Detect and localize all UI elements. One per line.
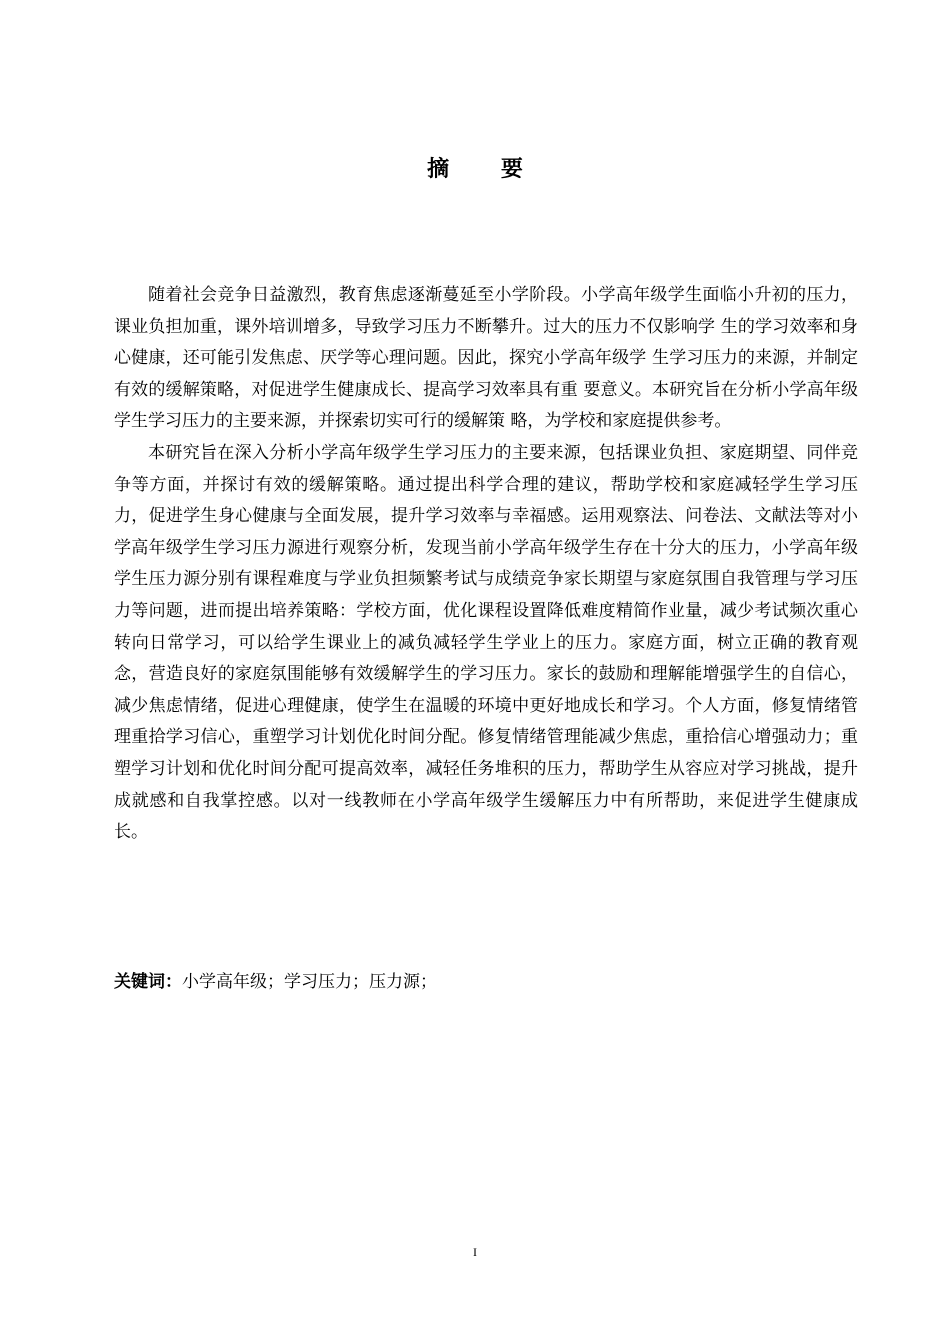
abstract-title: 摘 要 bbox=[427, 157, 545, 182]
keywords-label: 关键词： bbox=[114, 972, 182, 992]
abstract-body bbox=[114, 280, 858, 849]
abstract-paragraph-2: 本研究旨在深入分析小学高年级学生学习压力的主要来源，包括课业负担、家庭期望、同伴竞争等方面，并探讨有效的缓解策略。通过提出科学合理的建议，帮助学校和家庭减轻学生学习压力，促进学生身心健康与全面发展，提升学习效率与幸福感。运用观察法、问卷法、文献法等对小学高年级学生学习压力源进行观察分析，发现当前小学高年级学生存在十分大的压力，小学高年级学生压力源分别有课程难度与学业负担频繁考试与成绩竞争家长期望与家庭氛围自我管理与学习压力等问题，进而提出培养策略：学校方面，优化课程设置降低难度精简作业量，减少考试频次重心转向日常学习，可以给学生课业上的减负减轻学生学业上的压力。家庭方面，树立正确的教育观念，营造良好的家庭氛围能够有效缓解学生的学习压力。家长的鼓励和理解能增强学生的自信心，减少焦虑情绪，促进心理健康，使学生在温暖的环境中更好地成长和学习。个人方面，修复情绪管理重拾学习信心，重塑学习计划优化时间分配。修复情绪管理能减少焦虑，重拾信心增强动力；重塑学习计划和优化时间分配可提高效率，减轻任务堆积的压力，帮助学生从容应对学习挑战，提升成就感和自我掌控感。以对一线教师在小学高年级学生缓解压力中有所帮助，来促进学生健康成长。 bbox=[114, 442, 858, 843]
page-number: I bbox=[473, 1245, 477, 1259]
keywords-text: 小学高年级；学习压力；压力源； bbox=[182, 972, 437, 992]
keywords-line bbox=[114, 967, 858, 998]
abstract-paragraph-1: 随着社会竞争日益激烈，教育焦虑逐渐蔓延至小学阶段。小学高年级学生面临小升初的压力，课业负担加重，课外培训增多，导致学习压力不断攀升。过大的压力不仅影响学 生的学习效率和身心健康，还可能引发焦虑、厌学等心理问题。因此，探究小学高年级学 生学习压力的来源，并制定有效的缓解策略，对促进学生健康成长、提高学习效率具有重 要意义。本研究旨在分析小学高年级学生学习压力的主要来源，并探索切实可行的缓解策 略，为学校和家庭提供参考。 bbox=[114, 285, 858, 432]
